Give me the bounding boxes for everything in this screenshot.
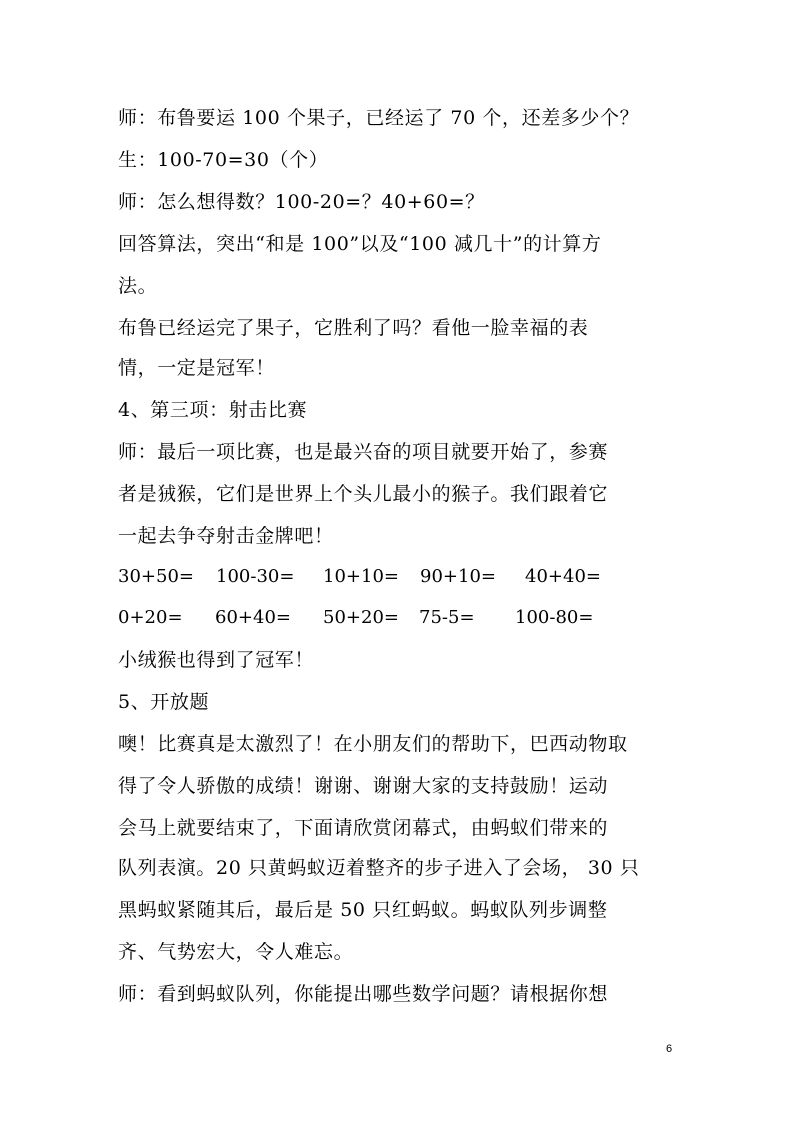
equation: 100-30= xyxy=(216,566,295,587)
equation: 10+10= xyxy=(323,566,399,587)
equation: 100-80= xyxy=(515,607,594,628)
text-line: 得了令人骄傲的成绩！谢谢、谢谢大家的支持鼓励！运动 xyxy=(118,775,609,797)
text-line: 师：最后一项比赛，也是最兴奋的项目就要开始了，参赛 xyxy=(118,441,609,463)
text-line: 齐、气势宏大，令人难忘。 xyxy=(118,941,354,963)
equation: 30+50= xyxy=(118,566,194,587)
text-line: 师：布鲁要运 100 个果子，已经运了 70 个，还差多少个？ xyxy=(118,107,640,129)
page-number: 6 xyxy=(666,1043,673,1055)
equation: 40+40= xyxy=(525,566,601,587)
text-line: 情，一定是冠军！ xyxy=(118,357,275,379)
text-line: 一起去争夺射击金牌吧！ xyxy=(118,525,334,547)
section-heading: 5、开放题 xyxy=(118,691,210,713)
text-line: 师：看到蚂蚁队列，你能提出哪些数学问题？请根据你想 xyxy=(118,983,609,1005)
equation: 75-5= xyxy=(419,607,475,628)
text-line: 队列表演。20 只黄蚂蚁迈着整齐的步子进入了会场， 30 只 xyxy=(118,857,640,879)
equation: 60+40= xyxy=(215,607,291,628)
text-line: 者是狨猴，它们是世界上个头儿最小的猴子。我们跟着它 xyxy=(118,483,609,505)
section-heading: 4、第三项：射击比赛 xyxy=(118,399,308,421)
text-line: 布鲁已经运完了果子，它胜利了吗？看他一脸幸福的表 xyxy=(118,317,589,339)
text-line: 法。 xyxy=(118,275,158,297)
text-line: 噢！比赛真是太激烈了！在小朋友们的帮助下，巴西动物取 xyxy=(118,733,628,755)
equation: 0+20= xyxy=(118,607,183,628)
text-line: 回答算法，突出“和是 100”以及“100 减几十”的计算方 xyxy=(118,233,602,255)
text-line: 生：100-70=30（个） xyxy=(118,149,329,171)
text-line: 黑蚂蚁紧随其后，最后是 50 只红蚂蚁。蚂蚁队列步调整 xyxy=(118,899,608,921)
equation: 90+10= xyxy=(420,566,496,587)
text-line: 师：怎么想得数？100-20=？40+60=？ xyxy=(118,191,485,213)
text-line: 小绒猴也得到了冠军！ xyxy=(118,649,315,671)
text-line: 会马上就要结束了，下面请欣赏闭幕式，由蚂蚁们带来的 xyxy=(118,817,609,839)
equation: 50+20= xyxy=(323,607,399,628)
